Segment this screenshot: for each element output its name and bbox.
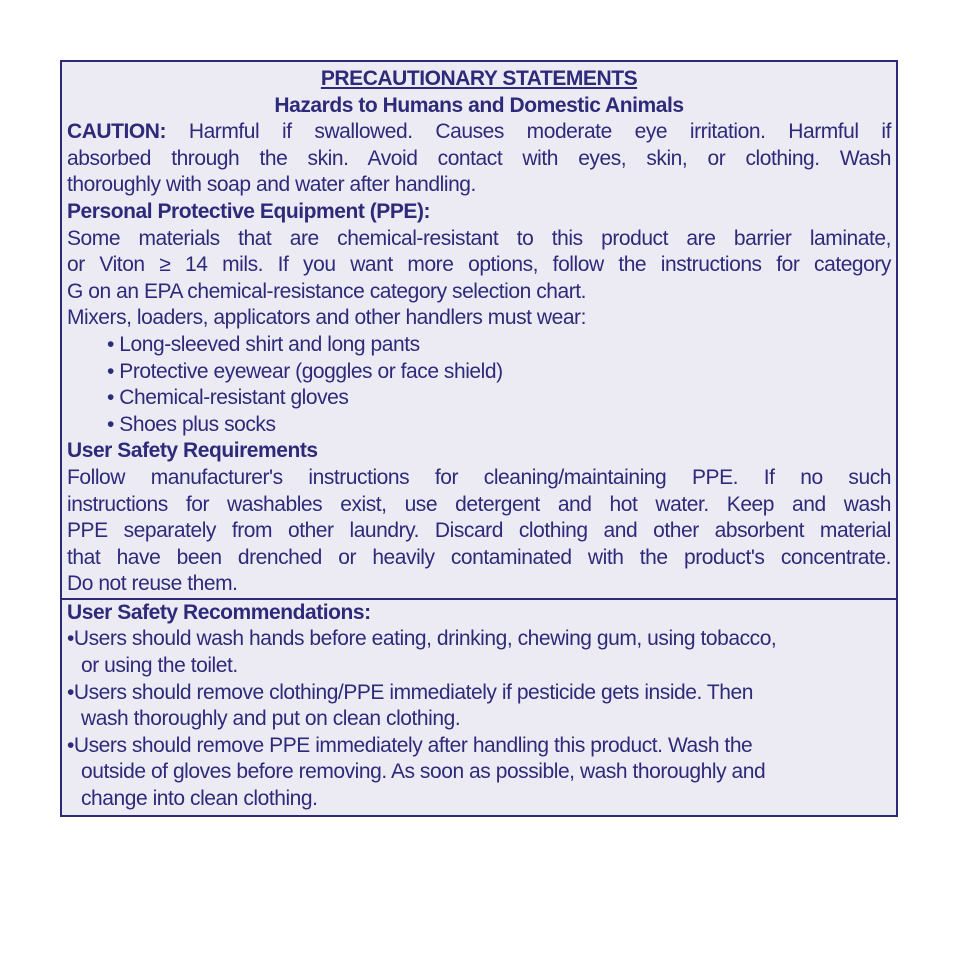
recommendation-line: •Users should remove clothing/PPE immediately if pesticide gets inside. Then [67,680,753,704]
ppe-line-3: G on an EPA chemical-resistance category selection chart. [67,279,587,303]
recommendation-line: •Users should remove PPE immediately after handling this product. Wash the [67,733,753,757]
caution-block [67,119,891,199]
requirements-line-4: that have been drenched or heavily contaminated with the product's concentrate. [67,545,891,569]
recommendations-heading: User Safety Recommendations: [67,600,371,624]
requirements-line-2: instructions for washables exist, use detergent and hot water. Keep and wash [67,492,891,516]
requirements-line-1: Follow manufacturer's instructions for cleaning/maintaining PPE. If no such [67,465,891,489]
caution-label: CAUTION: [67,120,167,144]
list-item: • Shoes plus socks [107,412,276,436]
section-subtitle: Hazards to Humans and Domestic Animals [274,93,684,117]
recommendation-line: change into clean clothing. [81,787,318,811]
page-title: PRECAUTIONARY STATEMENTS [320,67,638,90]
caution-line-2: absorbed through the skin. Avoid contact with eyes, skin, or clothing. Wash [67,146,891,170]
recommendation-item [67,626,891,679]
ppe-block [67,199,891,438]
list-item: • Chemical-resistant gloves [107,386,349,410]
requirements-line-5: Do not reuse them. [67,572,238,596]
caution-line-3: thoroughly with soap and water after handling. [67,173,476,197]
requirements-block [67,438,891,598]
hazards-section [62,62,896,600]
list-item: • Long-sleeved shirt and long pants [107,332,420,356]
list-item: • Protective eyewear (goggles or face shield) [107,359,503,383]
caution-line-1 [67,119,891,146]
recommendation-line: outside of gloves before removing. As soon as possible, wash thoroughly and [81,760,766,784]
ppe-line-2: or Viton ≥ 14 mils. If you want more options, follow the instructions for category [67,253,891,277]
ppe-heading: Personal Protective Equipment (PPE): [67,199,431,223]
ppe-line-1: Some materials that are chemical-resistant to this product are barrier laminate, [67,226,891,250]
requirements-heading: User Safety Requirements [67,439,318,463]
recommendation-item [67,680,891,733]
recommendation-line: or using the toilet. [81,654,238,678]
recommendation-item [67,733,891,813]
recommendation-line: •Users should wash hands before eating, drinking, chewing gum, using tobacco, [67,627,777,651]
recommendation-line: wash thoroughly and put on clean clothing. [81,707,461,731]
ppe-intro: Mixers, loaders, applicators and other handlers must wear: [67,306,586,330]
precautionary-statements-panel [60,60,898,817]
requirements-line-3: PPE separately from other laundry. Discard clothing and other absorbent material [67,519,891,543]
ppe-list [67,332,891,438]
caution-text-1: Harmful if swallowed. Causes moderate eye irritation. Harmful if [166,120,891,144]
recommendations-section [62,600,896,815]
